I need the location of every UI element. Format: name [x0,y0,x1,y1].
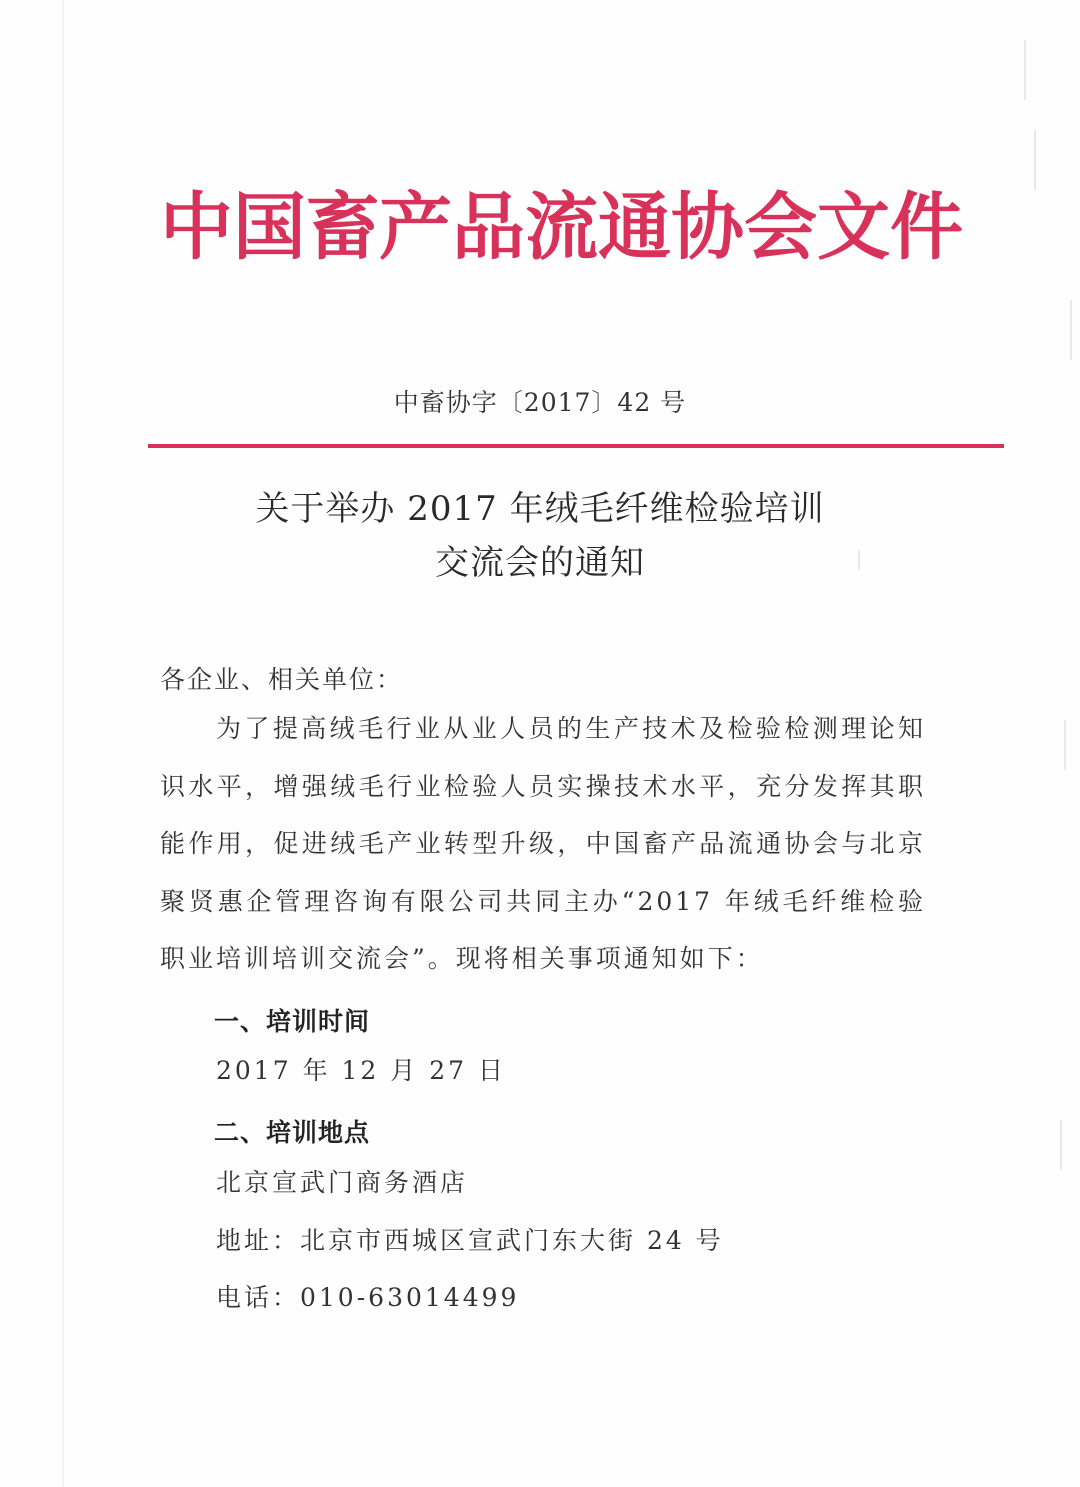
location-address: 地址：北京市西城区宣武门东大街 24 号 [216,1226,724,1255]
notice-title-line-2: 交流会的通知 [435,543,645,583]
scan-fold-mark [1024,40,1026,100]
notice-title [0,482,1080,590]
red-header-rule [148,444,1004,448]
training-date: 2017 年 12 月 27 日 [216,1056,506,1085]
salutation: 各企业、相关单位： [160,665,404,694]
scan-fold-mark [1070,300,1072,360]
scan-fold-mark [1034,130,1036,190]
section-heading-time: 一、培训时间 [214,1007,371,1036]
issuer-header-title: 中国畜产品流通协会文件 [160,185,963,270]
body-paragraph: 为了提高绒毛行业从业人员的生产技术及检验检测理论知识水平，增强绒毛行业检验人员实操技术水平，充分发挥其职能作用，促进绒毛产业转型升级，中国畜产品流通协会与北京聚贤惠企管理咨询有限公司共同主办“2017 年绒毛纤维检验职业培训培训交流会”。现将相关事项通知如下： [160,714,926,973]
document-number: 中畜协字〔2017〕42 号 [393,388,687,417]
scan-fold-mark [62,0,64,1487]
section-heading-location: 二、培训地点 [214,1118,371,1147]
notice-title-line-1: 关于举办 2017 年绒毛纤维检验培训 [255,489,825,529]
scan-fold-mark [1064,720,1066,770]
location-name: 北京宣武门商务酒店 [216,1168,469,1197]
location-phone: 电话：010-63014499 [216,1283,520,1312]
scan-fold-mark [1060,1120,1062,1170]
